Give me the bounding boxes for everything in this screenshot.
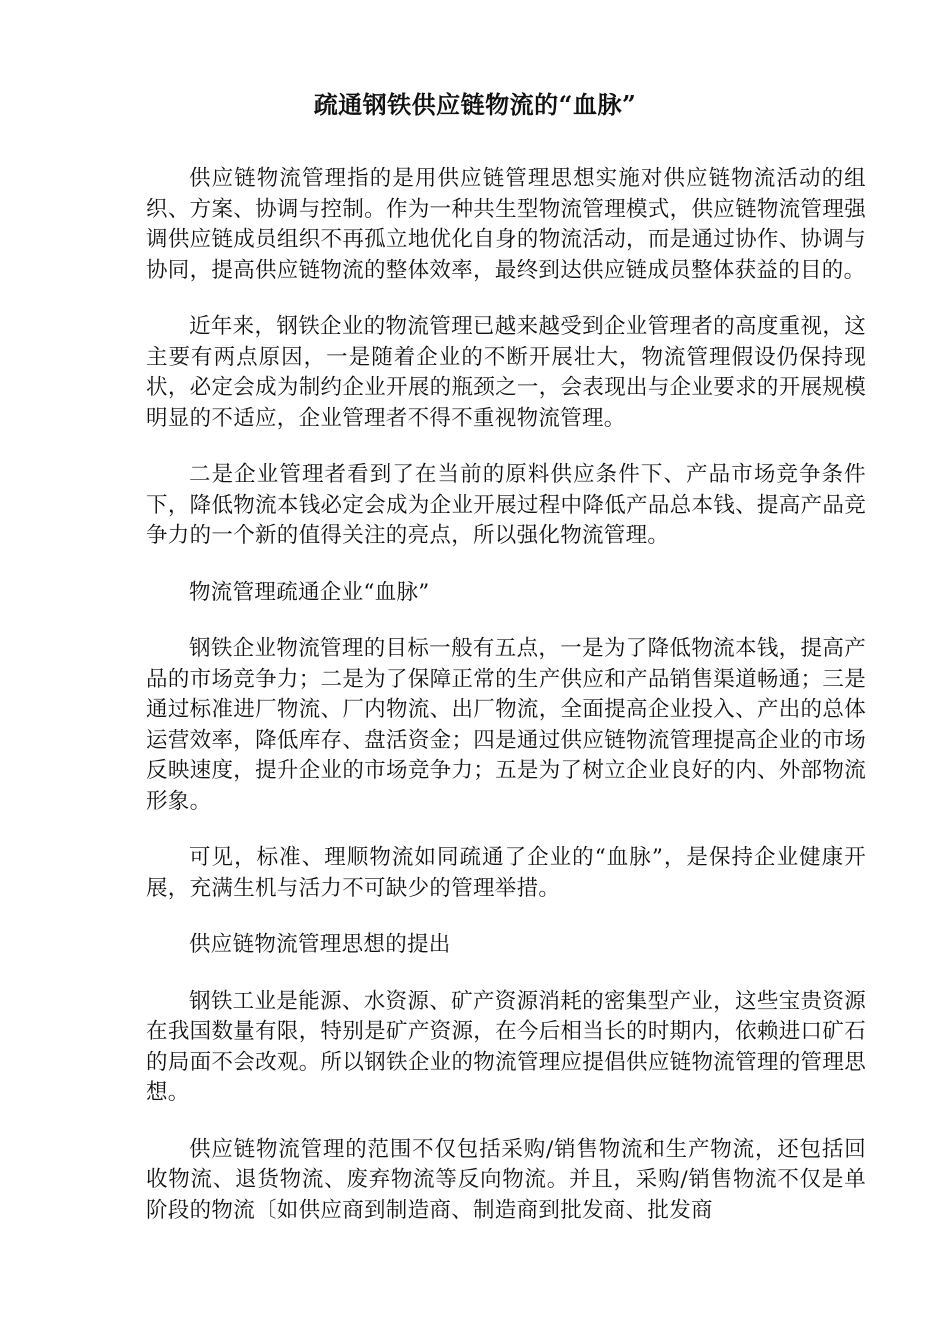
document-title: 疏通钢铁供应链物流的“血脉”	[313, 90, 637, 119]
paragraph-scope: 供应链物流管理的范围不仅包括采购/销售物流和生产物流，还包括回收物流、退货物流、废弃物流等反向物流。并且，采购/销售物流不仅是单阶段的物流〔如供应商到制造商、制造商到批发商、批发商	[146, 1136, 866, 1223]
paragraph-resource-intensive: 钢铁工业是能源、水资源、矿产资源消耗的密集型产业，这些宝贵资源在我国数量有限，特别是矿产资源，在今后相当长的时期内，依赖进口矿石的局面不会改观。所以钢铁企业的物流管理应提倡供应链物流管理的管理思想。	[146, 988, 866, 1105]
section-heading-logistics-bloodline: 物流管理疏通企业“血脉”	[189, 579, 430, 605]
document-body	[146, 164, 866, 1252]
paragraph-recent-years: 近年来，钢铁企业的物流管理已越来越受到企业管理者的高度重视，这主要有两点原因，一是随着企业的不断开展壮大，物流管理假设仍保持现状，必定会成为制约企业开展的瓶颈之一，会表现出与企业要求的开展规模明显的不适应，企业管理者不得不重视物流管理。	[146, 314, 866, 431]
paragraph-second-reason: 二是企业管理者看到了在当前的原料供应条件下、产品市场竞争条件下，降低物流本钱必定会成为企业开展过程中降低产品总本钱、提高产品竞争力的一个新的值得关注的亮点，所以强化物流管理。	[146, 462, 866, 548]
section-heading-management-thought: 供应链物流管理思想的提出	[189, 932, 451, 957]
paragraph-conclusion: 可见，标准、理顺物流如同疏通了企业的“血脉”，是保持企业健康开展，充满生机与活力不可缺少的管理举措。	[146, 845, 866, 901]
paragraph-supply-chain-definition: 供应链物流管理指的是用供应链管理思想实施对供应链物流活动的组织、方案、协调与控制。作为一种共生型物流管理模式，供应链物流管理强调供应链成员组织不再孤立地优化自身的物流活动，而是通过协作、协调与协同，提高供应链物流的整体效率，最终到达供应链成员整体获益的目的。	[146, 166, 866, 283]
paragraph-five-goals: 钢铁企业物流管理的目标一般有五点，一是为了降低物流本钱，提高产品的市场竞争力；二是为了保障正常的生产供应和产品销售渠道畅通；三是通过标准进厂物流、厂内物流、出厂物流，全面提高企业投入、产出的总体运营效率，降低库存、盘活资金；四是通过供应链物流管理提高企业的市场反映速度，提升企业的市场竞争力；五是为了树立企业良好的内、外部物流形象。	[146, 636, 866, 814]
